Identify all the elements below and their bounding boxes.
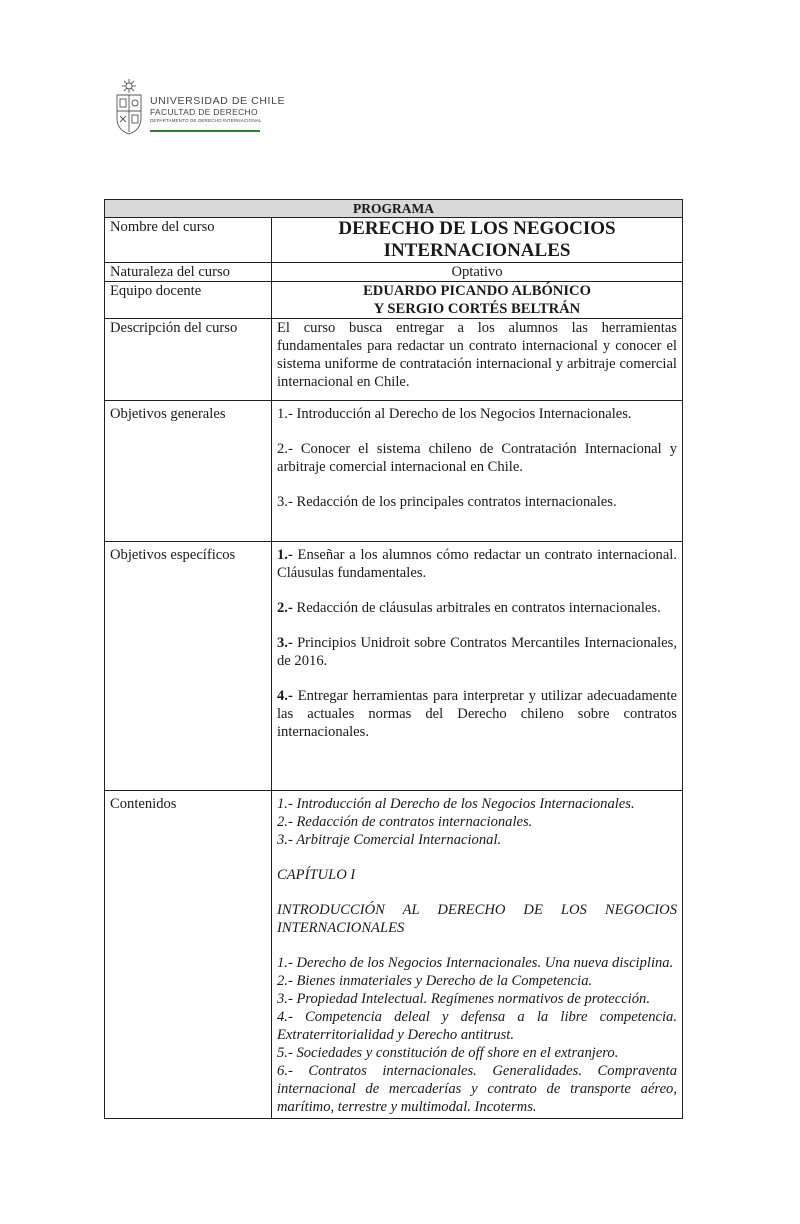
logo-divider (150, 130, 260, 132)
program-table (104, 199, 683, 1119)
course-description-row (105, 319, 683, 401)
teaching-team-line2: Y SERGIO CORTÉS BELTRÁN (373, 301, 581, 317)
chapter-item: 2.- Bienes inmateriales y Derecho de la Competencia. (277, 973, 593, 989)
university-seal-icon (114, 78, 144, 136)
program-heading: PROGRAMA (105, 200, 683, 218)
general-objective-item: 3.- Redacción de los principales contratos internacionales. (277, 494, 617, 510)
course-nature-row (105, 263, 683, 282)
course-description-label: Descripción del curso (105, 319, 272, 401)
specific-objectives-label: Objetivos específicos (105, 542, 272, 791)
course-nature-value: Optativo (272, 263, 683, 282)
teaching-team-value (272, 282, 683, 319)
contents-list-item: 1.- Introducción al Derecho de los Negocios Internacionales. (277, 796, 635, 812)
specific-objectives-list (272, 542, 683, 791)
specific-objective-item: 2.- Redacción de cláusulas arbitrales en contratos internacionales. (277, 600, 661, 616)
chapter-item: 6.- Contratos internacionales. Generalidades. Compraventa internacional de mercaderías y contrato de transporte aéreo, marítimo, terrestre y multimodal. Incoterms. (277, 1063, 677, 1115)
chapter-item: 5.- Sociedades y constitución de off shore en el extranjero. (277, 1045, 619, 1061)
contents-body (272, 791, 683, 1119)
specific-objective-item: 3.- Principios Unidroit sobre Contratos Mercantiles Internacionales, de 2016. (277, 635, 677, 669)
logo-university-name: UNIVERSIDAD DE CHILE (150, 95, 286, 107)
specific-objectives-row (105, 542, 683, 791)
course-name-label: Nombre del curso (105, 218, 272, 263)
logo-department-name: DEPARTAMENTO DE DERECHO INTERNACIONAL (150, 118, 262, 123)
chapter-item: 1.- Derecho de los Negocios Internacionales. Una nueva disciplina. (277, 955, 674, 971)
general-objective-item: 1.- Introducción al Derecho de los Negocios Internacionales. (277, 406, 632, 422)
program-heading-row (105, 200, 683, 218)
course-nature-label: Naturaleza del curso (105, 263, 272, 282)
course-title-line1: DERECHO DE LOS NEGOCIOS (338, 218, 616, 239)
chapter-item: 3.- Propiedad Intelectual. Regímenes normativos de protección. (277, 991, 650, 1007)
contents-row (105, 791, 683, 1119)
teaching-team-row (105, 282, 683, 319)
general-objective-item: 2.- Conocer el sistema chileno de Contratación Internacional y arbitraje comercial internacional en Chile. (277, 441, 677, 475)
chapter-subtitle: INTRODUCCIÓN AL DERECHO DE LOS NEGOCIOS INTERNACIONALES (277, 902, 677, 936)
logo-faculty-name: FACULTAD DE DERECHO (150, 107, 258, 117)
course-title (272, 218, 683, 263)
contents-list-item: 3.- Arbitraje Comercial Internacional. (277, 832, 502, 848)
contents-list-item: 2.- Redacción de contratos internacionales. (277, 814, 533, 830)
teaching-team-line1: EDUARDO PICANDO ALBÓNICO (363, 283, 591, 299)
general-objectives-list (272, 401, 683, 542)
specific-objective-item: 1.- Enseñar a los alumnos cómo redactar un contrato internacional. Cláusulas fundamentales. (277, 547, 677, 581)
university-logo (114, 78, 294, 138)
specific-objective-item: 4.- Entregar herramientas para interpretar y utilizar adecuadamente las actuales normas del Derecho chileno sobre contratos internacionales. (277, 688, 677, 740)
course-description-text: El curso busca entregar a los alumnos las herramientas fundamentales para redactar un contrato internacional y conocer el sistema uniforme de contratación internacional y arbitraje comercial internacional en Chile. (272, 319, 683, 401)
chapter-title: CAPÍTULO I (277, 867, 356, 883)
general-objectives-row (105, 401, 683, 542)
teaching-team-label: Equipo docente (105, 282, 272, 319)
chapter-item: 4.- Competencia deleal y defensa a la libre competencia. Extraterritorialidad y Derecho antitrust. (277, 1009, 677, 1043)
contents-label: Contenidos (105, 791, 272, 1119)
course-title-line2: INTERNACIONALES (383, 240, 571, 261)
course-name-row (105, 218, 683, 263)
general-objectives-label: Objetivos generales (105, 401, 272, 542)
